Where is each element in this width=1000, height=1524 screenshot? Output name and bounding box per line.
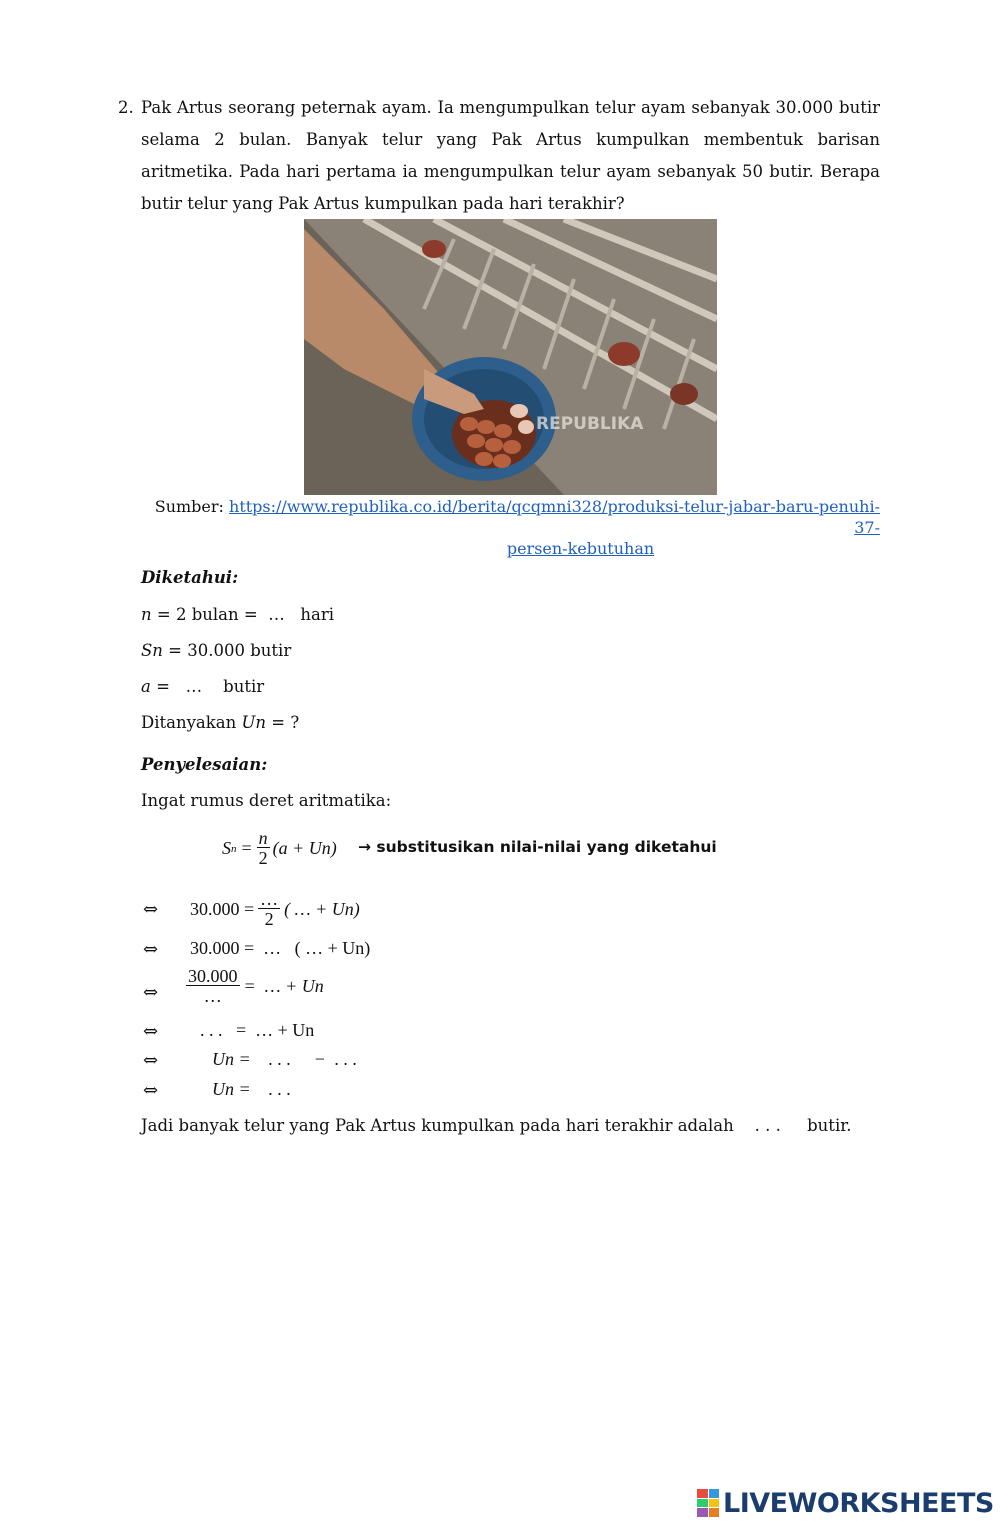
- equiv-arrow-3: ⇔: [143, 982, 159, 1003]
- formula-s: S: [222, 838, 231, 858]
- logo-text: LIVEWORKSHEETS: [723, 1487, 994, 1519]
- asked-rest: = ?: [266, 713, 300, 732]
- liveworksheets-logo: [697, 1486, 994, 1520]
- asked-variable: Un: [241, 713, 267, 732]
- step1-den: 2: [264, 909, 274, 929]
- source-citation: [141, 496, 880, 559]
- known-a: [141, 675, 264, 699]
- solution-heading: Penyelesaian:: [141, 755, 268, 774]
- step-4: . . . = … + Un: [200, 1020, 315, 1040]
- step-1: [190, 890, 360, 929]
- step1-num: …: [260, 889, 279, 909]
- conclusion: Jadi banyak telur yang Pak Artus kumpulkan pada hari terakhir adalah . . . butir.: [141, 1116, 852, 1135]
- equiv-arrow-5: ⇔: [143, 1050, 159, 1071]
- known-n: [141, 603, 334, 627]
- step1-left: 30.000 =: [190, 899, 255, 919]
- known-heading: Diketahui:: [141, 568, 239, 587]
- formula-eq: =: [241, 838, 252, 858]
- equiv-arrow-2: ⇔: [143, 939, 159, 960]
- egg-collection-photo: [304, 219, 717, 495]
- source-link-cont[interactable]: persen-kebutuhan: [506, 539, 655, 558]
- equiv-arrow-6: ⇔: [143, 1080, 159, 1101]
- formula-num: n: [258, 828, 268, 848]
- known-sn: [141, 639, 291, 663]
- sn-value: = 30.000 butir: [162, 641, 292, 660]
- question-number: 2.: [118, 98, 134, 117]
- formula-note: → substitusikan nilai-nilai yang diketahui: [358, 838, 717, 856]
- source-link[interactable]: https://www.republika.co.id/berita/qcqmni328/produksi-telur-jabar-baru-penuhi-37-: [229, 497, 880, 537]
- equiv-arrow-4: ⇔: [143, 1021, 159, 1042]
- equiv-arrow-1: ⇔: [143, 899, 159, 920]
- n-variable: n: [141, 605, 152, 624]
- a-variable: a: [141, 677, 151, 696]
- sn-variable: Sn: [141, 641, 163, 660]
- step3-right: = … + Un: [243, 976, 324, 996]
- a-value: = … butir: [150, 677, 265, 696]
- solution-intro: Ingat rumus deret aritmatika:: [141, 791, 392, 810]
- formula-sub: n: [231, 842, 237, 855]
- step1-right: ( … + Un): [284, 899, 360, 919]
- sum-formula: [222, 829, 337, 868]
- n-value: = 2 bulan = … hari: [151, 605, 335, 624]
- step3-den: …: [203, 986, 222, 1006]
- question-text: Pak Artus seorang peternak ayam. Ia mengumpulkan telur ayam sebanyak 30.000 butir selama 2 bulan. Banyak telur yang Pak Artus kumpulkan membentuk barisan aritmetika. Pada hari pertama ia mengumpulkan telur ayam sebanyak 50 butir. Berapa butir telur yang Pak Artus kumpulkan pada hari terakhir?: [141, 98, 880, 213]
- watermark-text: REPUBLIKA: [536, 414, 644, 434]
- source-label: Sumber:: [154, 497, 230, 516]
- asked-prefix: Ditanyakan: [141, 713, 242, 732]
- formula-paren: (a + Un): [272, 838, 337, 858]
- step-2: 30.000 = … ( … + Un): [190, 938, 371, 958]
- step-3: [186, 967, 324, 1006]
- step3-num: 30.000: [188, 966, 238, 986]
- asked-line: [141, 711, 299, 735]
- step-6: Un = . . .: [212, 1079, 292, 1099]
- step-5: Un = . . . − . . .: [212, 1049, 358, 1069]
- formula-den: 2: [258, 848, 268, 868]
- logo-icon: [697, 1489, 719, 1517]
